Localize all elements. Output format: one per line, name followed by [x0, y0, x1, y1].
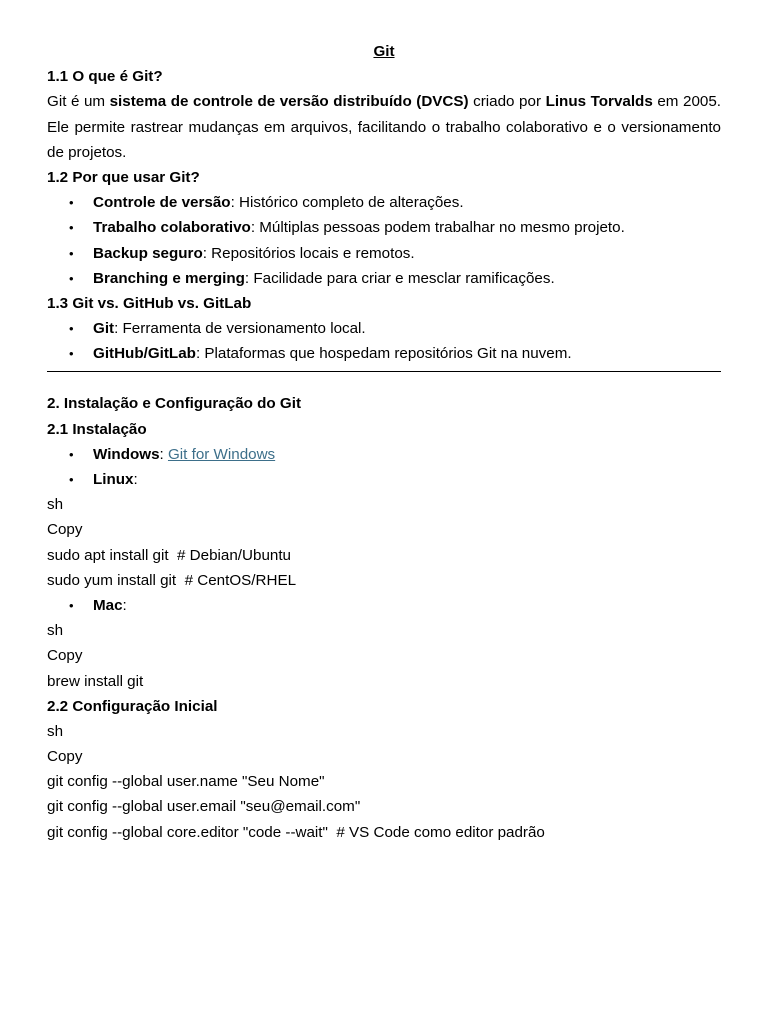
section-heading-2-1: 2.1 Instalação — [47, 420, 147, 438]
list-item-term: GitHub/GitLab — [93, 345, 196, 363]
horizontal-divider — [47, 371, 721, 372]
intro-bold-author: Linus Torvalds — [545, 93, 653, 111]
list-item-term: Linux — [93, 471, 134, 489]
list-item-sep: : — [133, 471, 138, 489]
list-item-mac — [47, 593, 721, 618]
code-line: git config --global user.email "seu@email.com" — [47, 798, 361, 816]
list-item-term: Git — [93, 320, 115, 338]
list-item — [47, 215, 721, 240]
git-for-windows-link[interactable]: Git for Windows — [167, 445, 276, 463]
list-item-term: Mac — [93, 596, 123, 614]
intro-text: em 2005. Ele permite rastrear mudanças em arquivos, facilitando o trabalho colaborativo e o versionamento de projetos. — [47, 93, 722, 161]
code-lang-label: sh — [47, 622, 64, 640]
list-item-desc: : Plataformas que hospedam repositórios Git na nuvem. — [195, 345, 572, 363]
bullet-icon: • — [69, 597, 74, 613]
bullet-icon: • — [69, 220, 74, 236]
list-item-sep: : — [122, 596, 127, 614]
intro-bold-dvcs: sistema de controle de versão distribuído (DVCS) — [109, 93, 469, 111]
list-item — [47, 190, 721, 215]
document-title: Git — [373, 43, 395, 60]
list-item-desc: : Facilidade para criar e mesclar ramificações. — [244, 269, 555, 287]
copy-label: Copy — [47, 521, 83, 539]
list-item-term: Trabalho colaborativo — [93, 219, 251, 237]
code-line: sudo apt install git # Debian/Ubuntu — [47, 546, 292, 564]
intro-text: criado por — [468, 93, 546, 111]
list-item-desc: : Múltiplas pessoas podem trabalhar no mesmo projeto. — [250, 219, 625, 237]
code-line: brew install git — [47, 672, 144, 690]
list-item-term: Windows — [93, 445, 160, 463]
bullet-icon: • — [69, 472, 74, 488]
section-heading-2: 2. Instalação e Configuração do Git — [47, 395, 302, 413]
list-item-windows — [47, 442, 721, 467]
intro-paragraph — [47, 89, 721, 165]
code-lang-label: sh — [47, 496, 64, 514]
list-item-sep: : — [159, 445, 168, 463]
bullet-icon: • — [69, 446, 74, 462]
list-item-linux — [47, 467, 721, 492]
bullet-icon: • — [69, 270, 74, 286]
copy-label: Copy — [47, 748, 83, 766]
intro-text: Git é um — [47, 93, 110, 111]
bullet-icon: • — [69, 245, 74, 261]
section-heading-1-2: 1.2 Por que usar Git? — [47, 168, 200, 186]
copy-label: Copy — [47, 647, 83, 665]
bullet-icon: • — [69, 321, 74, 337]
list-item-term: Controle de versão — [93, 194, 231, 212]
list-item — [47, 241, 721, 266]
list-item-desc: : Ferramenta de versionamento local. — [114, 320, 366, 338]
list-item — [47, 341, 721, 366]
section-heading-1-3: 1.3 Git vs. GitHub vs. GitLab — [47, 294, 252, 312]
section-heading-1-1: 1.1 O que é Git? — [47, 68, 163, 86]
list-item-desc: : Histórico completo de alterações. — [230, 194, 464, 212]
list-item-term: Backup seguro — [93, 244, 203, 262]
code-line: sudo yum install git # CentOS/RHEL — [47, 571, 297, 589]
list-item-term: Branching e merging — [93, 269, 245, 287]
code-lang-label: sh — [47, 722, 64, 740]
list-item — [47, 266, 721, 291]
code-line: git config --global user.name "Seu Nome" — [47, 773, 325, 791]
code-line: git config --global core.editor "code --wait" # VS Code como editor padrão — [47, 823, 545, 841]
list-item — [47, 316, 721, 341]
list-item-desc: : Repositórios locais e remotos. — [202, 244, 415, 262]
section-heading-2-2: 2.2 Configuração Inicial — [47, 697, 218, 715]
bullet-icon: • — [69, 346, 74, 362]
bullet-icon: • — [69, 195, 74, 211]
